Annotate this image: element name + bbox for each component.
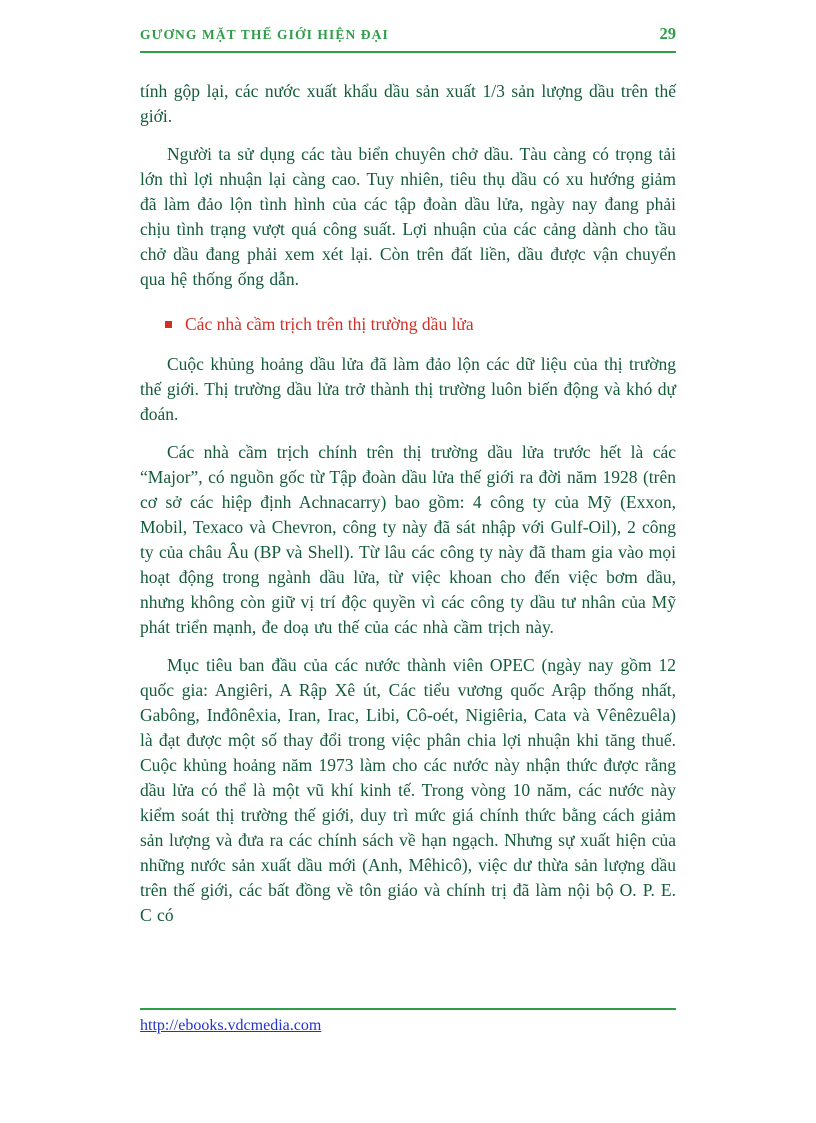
paragraph: tính gộp lại, các nước xuất khẩu dầu sản xuất 1/3 sản lượng dầu trên thế giới. bbox=[140, 81, 676, 126]
page-footer bbox=[140, 1008, 676, 1035]
page-header bbox=[140, 24, 676, 53]
page-body bbox=[140, 79, 676, 928]
square-bullet-icon bbox=[165, 321, 172, 328]
section-heading-text: Các nhà cầm trịch trên thị trường dầu lửa bbox=[185, 314, 474, 334]
footer-link[interactable]: http://ebooks.vdcmedia.com bbox=[140, 1017, 322, 1034]
paragraph: Người ta sử dụng các tàu biển chuyên chở dầu. Tàu càng có trọng tải lớn thì lợi nhuận lại càng cao. Tuy nhiên, tiêu thụ dầu có xu hướng giảm đã làm đảo lộn tình hình của các tập đoàn dầu lửa, ngày nay đang phải chịu tình trạng vượt quá công suất. Lợi nhuận của các cảng dành cho tầu chở dầu đang phải xem xét lại. Còn trên đất liền, dầu được vận chuyển qua hệ thống ống dẫn. bbox=[140, 144, 676, 289]
paragraph: Mục tiêu ban đầu của các nước thành viên OPEC (ngày nay gồm 12 quốc gia: Angiêri, A Rập Xê út, Các tiểu vương quốc Arập thống nhất, Gabông, Inđônêxia, Iran, Irac, Libi, Cô-oét, Nigiêria, Cata và Vênêzuêla) là đạt được một số thay đổi trong việc phân chia lợi nhuận khi tăng thuế. Cuộc khủng hoảng năm 1973 làm cho các nước này nhận thức được rằng dầu lửa có thể là một vũ khí kinh tế. Trong vòng 10 năm, các nước này kiểm soát thị trường thế giới, duy trì mức giá chính thức bằng cách giảm sản lượng và đưa ra các chính sách về hạn ngạch. Nhưng sự xuất hiện của những nước sản xuất dầu mới (Anh, Mêhicô), việc dư thừa sản lượng dầu trên thế giới, các bất đồng về tôn giáo và chính trị đã làm nội bộ O. P. E. C có bbox=[140, 655, 676, 925]
section-heading bbox=[165, 312, 676, 337]
paragraph: Các nhà cầm trịch chính trên thị trường dầu lửa trước hết là các “Major”, có nguồn gốc từ Tập đoàn dầu lửa thế giới ra đời năm 1928 (trên cơ sở các hiệp định Achnacarry) bao gồm: 4 công ty của Mỹ (Exxon, Mobil, Texaco và Chevron, công ty này đã sát nhập với Gulf-Oil), 2 công ty của châu Âu (BP và Shell). Từ lâu các công ty này đã tham gia vào mọi hoạt động trong ngành dầu lửa, từ việc khoan cho đến việc bơm dầu, nhưng không còn giữ vị trí độc quyền vì các công ty dầu tư nhân của Mỹ phát triển mạnh, đe doạ ưu thế của các nhà cầm trịch này. bbox=[140, 442, 676, 637]
paragraph: Cuộc khủng hoảng dầu lửa đã làm đảo lộn các dữ liệu của thị trường thế giới. Thị trường dầu lửa trở thành thị trường luôn biến động và khó dự đoán. bbox=[140, 354, 676, 424]
page-content bbox=[140, 24, 676, 941]
page-number: 29 bbox=[659, 24, 676, 43]
running-header-title: GƯƠNG MẶT THẾ GIỚI HIỆN ĐẠI bbox=[140, 27, 389, 42]
